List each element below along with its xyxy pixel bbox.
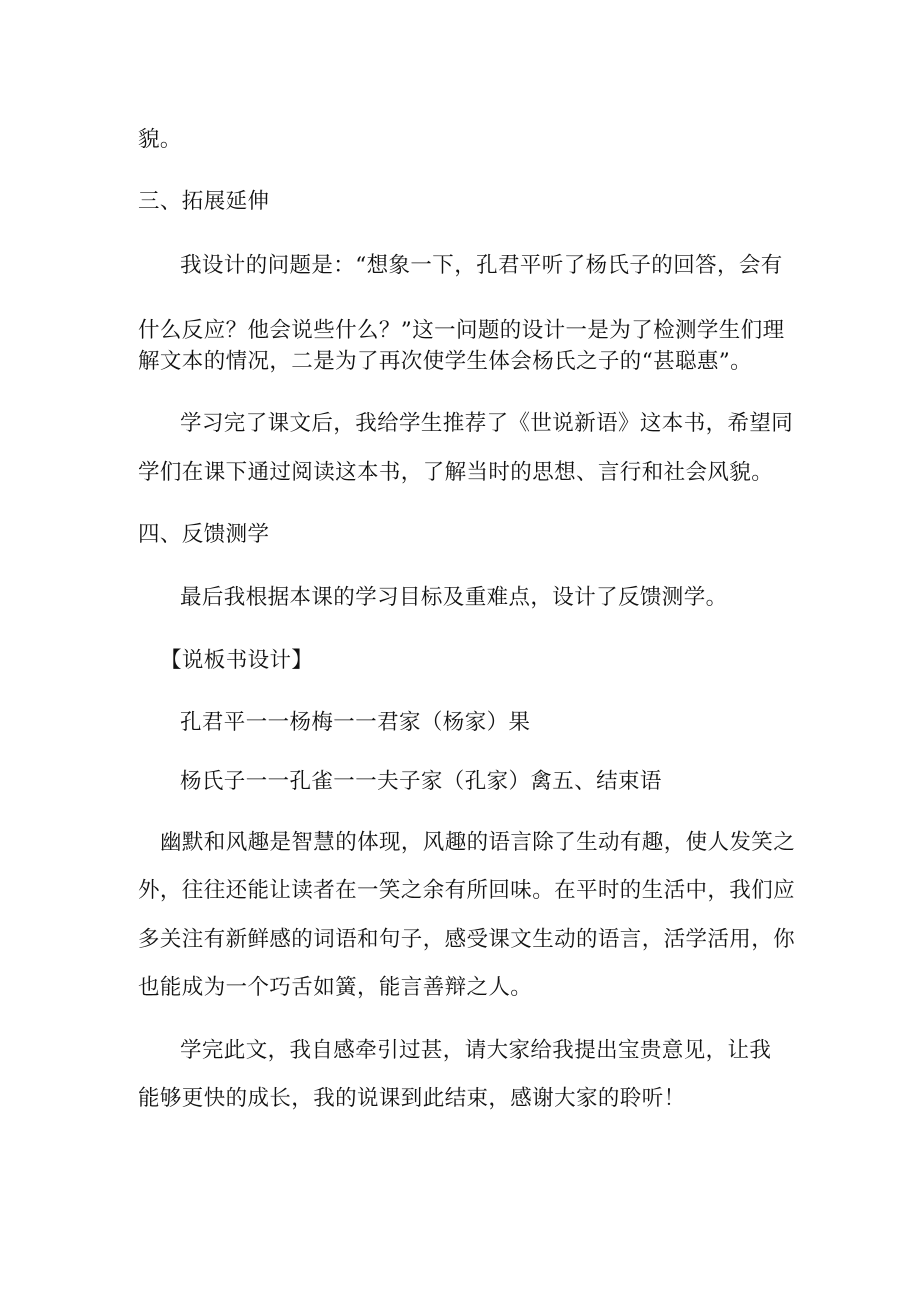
- section-heading-feedback: 四、反馈测学: [138, 522, 270, 547]
- paragraph-line: 学完此文，我自感牵引过甚，请大家给我提出宝贵意见，让我: [180, 1038, 772, 1063]
- section-heading-extension: 三、拓展延伸: [138, 189, 270, 214]
- blackboard-line: 杨氏子一一孔雀一一夫子家（孔家）禽五、结束语: [180, 769, 662, 794]
- paragraph-line: 学们在课下通过阅读这本书，了解当时的思想、言行和社会风貌。: [138, 460, 774, 485]
- paragraph-line: 我设计的问题是：“想象一下，孔君平听了杨氏子的回答，会有: [180, 253, 783, 278]
- paragraph-line: 外，往往还能让读者在一笑之余有所回味。在平时的生活中，我们应: [138, 878, 796, 903]
- blackboard-line: 孔君平一一杨梅一一君家（杨家）果: [180, 710, 531, 735]
- paragraph-tail-line: 貌。: [138, 127, 182, 152]
- paragraph-line: 多关注有新鲜感的词语和句子，感受课文生动的语言，活学活用，你: [138, 927, 796, 952]
- paragraph-line: 幽默和风趣是智慧的体现，风趣的语言除了生动有趣，使人发笑之: [160, 830, 796, 855]
- paragraph-line: 什么反应？他会说些什么？”这一问题的设计一是为了检测学生们理: [138, 318, 785, 343]
- paragraph-line: 学习完了课文后，我给学生推荐了《世说新语》这本书，希望同: [180, 411, 794, 436]
- paragraph-line: 最后我根据本课的学习目标及重难点，设计了反馈测学。: [180, 585, 728, 610]
- paragraph-line: 也能成为一个巧舌如簧，能言善辩之人。: [138, 975, 533, 1000]
- paragraph-line: 解文本的情况，二是为了再次使学生体会杨氏之子的“甚聪惠”。: [138, 349, 753, 374]
- blackboard-design-heading: 【说板书设计】: [160, 648, 314, 673]
- paragraph-line: 能够更快的成长，我的说课到此结束，感谢大家的聆听！: [138, 1086, 686, 1111]
